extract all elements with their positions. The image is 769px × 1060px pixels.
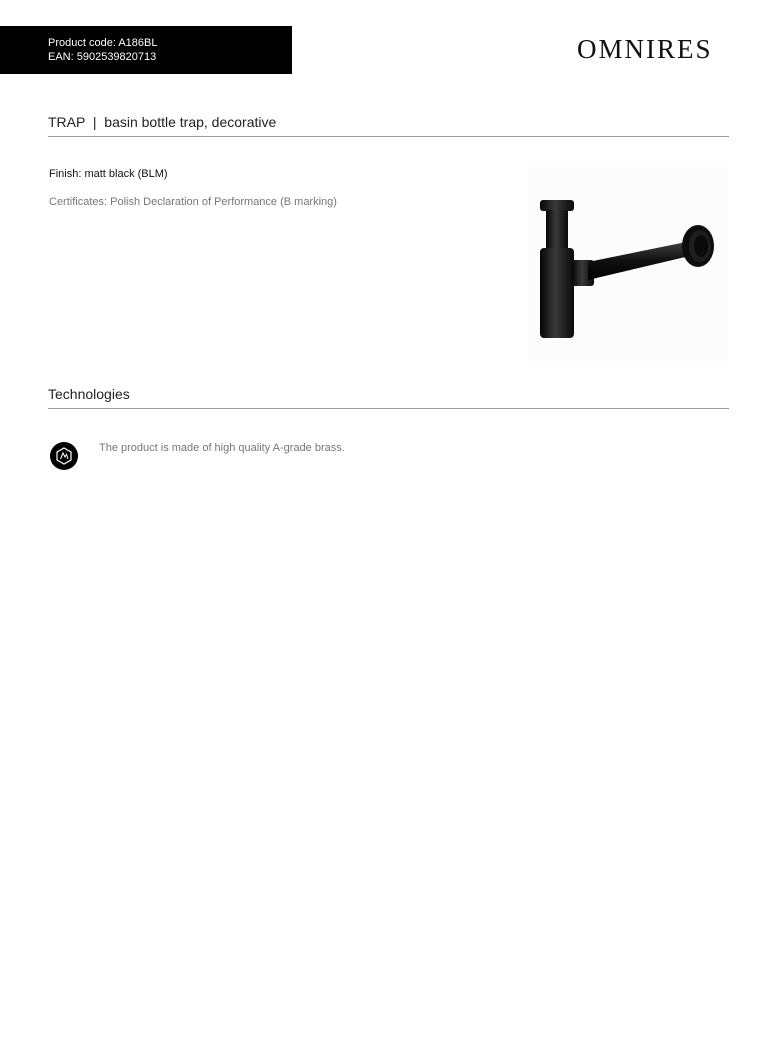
certificates-text: Certificates: Polish Declaration of Performance (B marking) [49, 196, 337, 208]
product-image [528, 166, 728, 366]
technology-description: The product is made of high quality A-grade brass. [99, 442, 345, 454]
product-code-box [0, 26, 292, 74]
brand-logo: OMNIRES [577, 34, 713, 64]
technologies-heading: Technologies [48, 386, 130, 402]
ean-code: EAN: 5902539820713 [48, 51, 157, 63]
title-divider [48, 136, 729, 137]
brass-badge-icon [50, 442, 78, 470]
product-title: TRAP | basin bottle trap, decorative [48, 114, 277, 130]
technologies-divider [48, 408, 729, 409]
bottle-trap-icon [528, 166, 728, 366]
product-code: Product code: A186BL [48, 37, 158, 49]
finish-text: Finish: matt black (BLM) [49, 168, 168, 180]
